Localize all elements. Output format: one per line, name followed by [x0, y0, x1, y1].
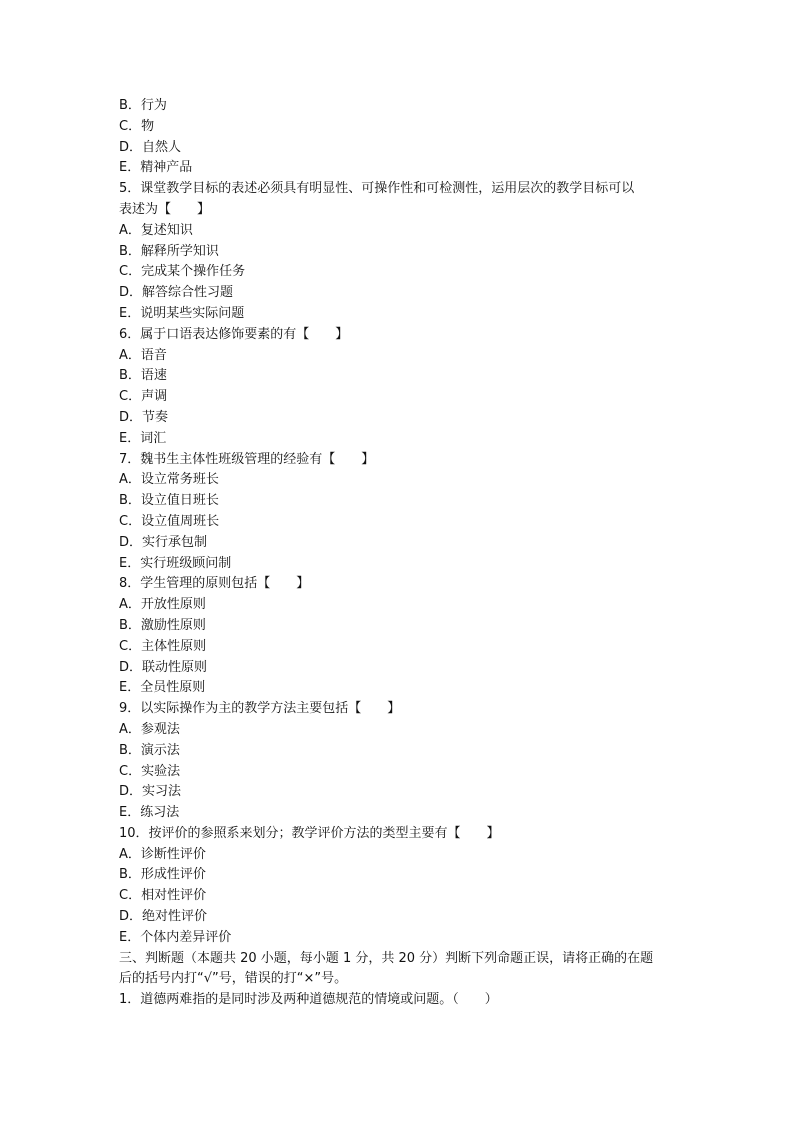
q7-option-b: B．设立值日班长	[119, 493, 219, 509]
q6-option-a: A．语音	[119, 347, 167, 363]
q7-option-c: C．设立值周班长	[119, 513, 220, 529]
q6-option-e: E．词汇	[119, 430, 167, 446]
q10-option-e: E．个体内差异评价	[119, 929, 232, 945]
q7-option-e: E．实行班级顾问制	[119, 555, 232, 571]
judgement-question-1: 1．道德两难指的是同时涉及两种道德规范的情境或问题。（ ）	[119, 992, 498, 1008]
q5-option-c: C．完成某个操作任务	[119, 264, 246, 280]
q9-option-c: C．实验法	[119, 763, 181, 779]
option-e-spiritual-product: E．精神产品	[119, 160, 193, 176]
q6-option-b: B．语速	[119, 368, 167, 384]
option-d-natural-person: D．自然人	[119, 139, 182, 155]
q6-option-d: D．节奏	[119, 409, 169, 425]
q9-option-b: B．演示法	[119, 742, 180, 758]
q5-option-e: E．说明某些实际问题	[119, 305, 245, 321]
section-3-heading-line-1: 三、判断题（本题共 20 小题，每小题 1 分，共 20 分）判断下列命题正误，请将正确的在题	[119, 950, 654, 966]
q10-option-c: C．相对性评价	[119, 888, 207, 904]
q5-option-b: B．解释所学知识	[119, 243, 219, 259]
question-5-line-1: 5．课堂教学目标的表述必须具有明显性、可操作性和可检测性，运用层次的教学目标可以	[119, 181, 635, 197]
question-10: 10．按评价的参照系来划分；教学评价方法的类型主要有【 】	[119, 825, 500, 841]
exam-text-body	[119, 96, 679, 1011]
option-b-behavior: B．行为	[119, 98, 167, 113]
q7-option-a: A．设立常务班长	[119, 472, 219, 488]
question-7: 7．魏书生主体性班级管理的经验有【 】	[119, 451, 375, 467]
question-9: 9．以实际操作为主的教学方法主要包括【 】	[119, 701, 401, 717]
q8-option-b: B．激励性原则	[119, 617, 206, 633]
q8-option-d: D．联动性原则	[119, 659, 208, 675]
q9-option-d: D．实习法	[119, 784, 182, 800]
q7-option-d: D．实行承包制	[119, 534, 208, 550]
q6-option-c: C．声调	[119, 389, 168, 405]
question-8: 8．学生管理的原则包括【 】	[119, 576, 310, 592]
q8-option-c: C．主体性原则	[119, 638, 207, 654]
q10-option-a: A．诊断性评价	[119, 846, 206, 862]
question-6: 6．属于口语表达修饰要素的有【 】	[119, 326, 349, 342]
q10-option-d: D．绝对性评价	[119, 909, 208, 925]
q9-option-e: E．练习法	[119, 805, 180, 821]
q10-option-b: B．形成性评价	[119, 867, 206, 883]
q8-option-a: A．开放性原则	[119, 597, 206, 613]
q9-option-a: A．参观法	[119, 721, 180, 737]
q8-option-e: E．全员性原则	[119, 680, 206, 696]
q5-option-a: A．复述知识	[119, 222, 193, 238]
question-5-line-2: 表述为【 】	[119, 201, 211, 217]
option-c-object: C．物	[119, 118, 155, 134]
q5-option-d: D．解答综合性习题	[119, 285, 234, 301]
section-3-heading-line-2: 后的括号内打“√”号，错误的打“×”号。	[119, 971, 348, 987]
